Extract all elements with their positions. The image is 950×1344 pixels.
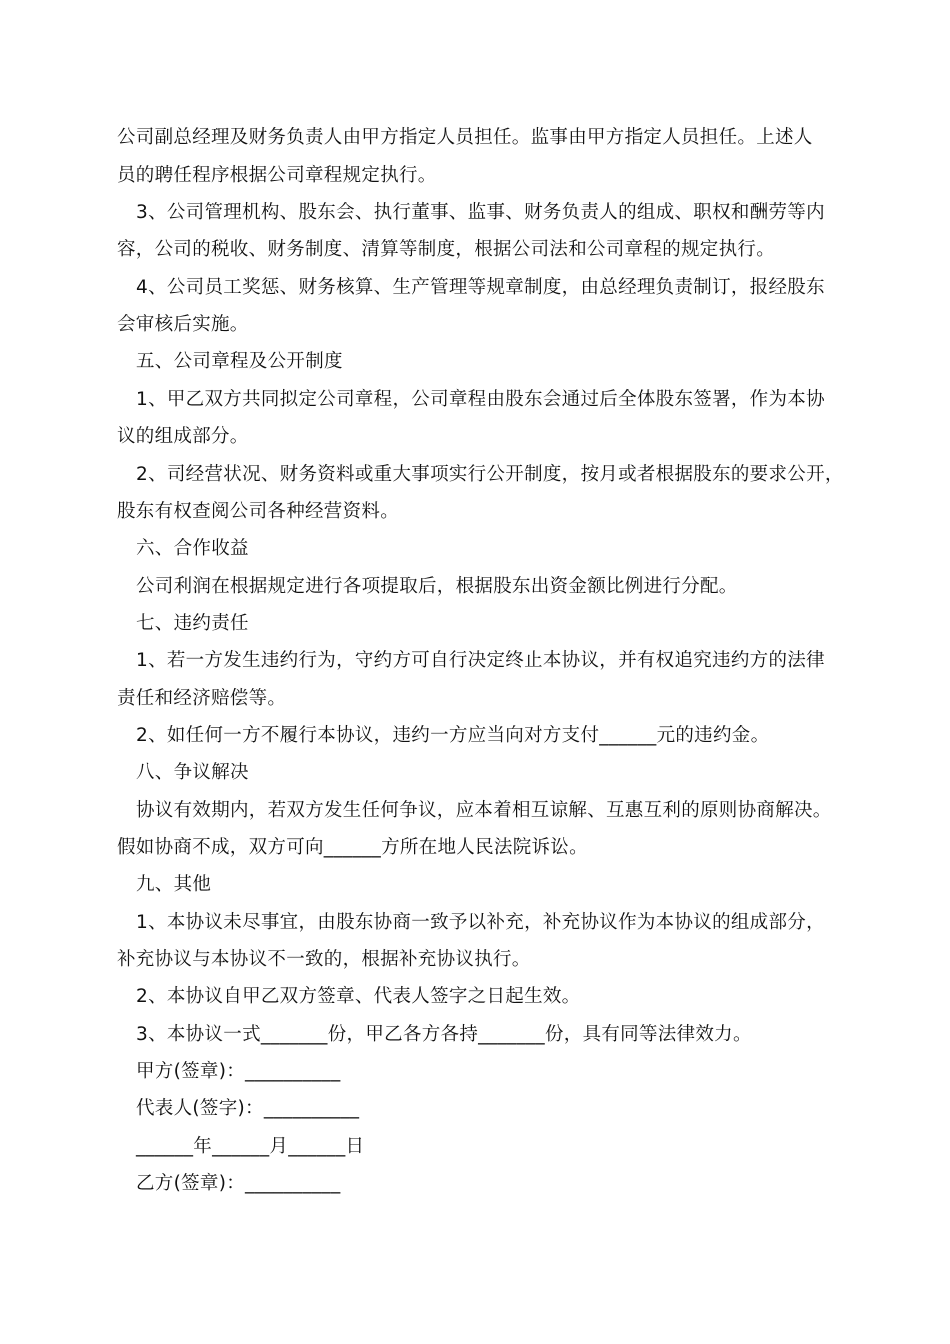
- paragraph-line: 公司副总经理及财务负责人由甲方指定人员担任。监事由甲方指定人员担任。上述人: [117, 127, 813, 148]
- signature-line-representative: 代表人(签字)：__________: [136, 1098, 360, 1119]
- paragraph-line: 4、公司员工奖惩、财务核算、生产管理等规章制度，由总经理负责制订，报经股东: [136, 277, 825, 298]
- section-heading: 九、其他: [136, 874, 212, 895]
- paragraph-line: 2、本协议自甲乙双方签章、代表人签字之日起生效。: [136, 986, 581, 1007]
- paragraph-line: 协议有效期内，若双方发生任何争议，应本着相互谅解、互惠互利的原则协商解决。: [136, 800, 832, 821]
- signature-line-party-b: 乙方(签章)：__________: [136, 1173, 341, 1194]
- paragraph-line: 补充协议与本协议不一致的，根据补充协议执行。: [117, 949, 531, 970]
- paragraph-line: 议的组成部分。: [117, 426, 249, 447]
- paragraph-line: 2、如任何一方不履行本协议，违约一方应当向对方支付______元的违约金。: [136, 725, 770, 746]
- paragraph-line: 1、甲乙双方共同拟定公司章程，公司章程由股东会通过后全体股东签署，作为本协: [136, 389, 825, 410]
- section-heading: 六、合作收益: [136, 538, 249, 559]
- date-line: ______年______月______日: [136, 1136, 365, 1157]
- paragraph-line: 会审核后实施。: [117, 314, 249, 335]
- signature-line-party-a: 甲方(签章)：__________: [136, 1061, 341, 1082]
- paragraph-line: 3、本协议一式_______份，甲乙各方各持_______份，具有同等法律效力。: [136, 1024, 752, 1045]
- paragraph-line: 员的聘任程序根据公司章程规定执行。: [117, 165, 437, 186]
- paragraph-line: 1、本协议未尽事宜，由股东协商一致予以补充，补充协议作为本协议的组成部分，: [136, 912, 825, 933]
- paragraph-line: 3、公司管理机构、股东会、执行董事、监事、财务负责人的组成、职权和酬劳等内: [136, 202, 825, 223]
- section-heading: 五、公司章程及公开制度: [136, 351, 343, 372]
- paragraph-line: 容，公司的税收、财务制度、清算等制度，根据公司法和公司章程的规定执行。: [117, 239, 776, 260]
- paragraph-line: 股东有权查阅公司各种经营资料。: [117, 501, 400, 522]
- paragraph-line: 1、若一方发生违约行为，守约方可自行决定终止本协议，并有权追究违约方的法律: [136, 650, 825, 671]
- paragraph-line: 假如协商不成，双方可向______方所在地人民法院诉讼。: [117, 837, 588, 858]
- section-heading: 七、违约责任: [136, 613, 249, 634]
- paragraph-line: 责任和经济赔偿等。: [117, 688, 287, 709]
- paragraph-line: 公司利润在根据规定进行各项提取后，根据股东出资金额比例进行分配。: [136, 576, 738, 597]
- section-heading: 八、争议解决: [136, 762, 249, 783]
- paragraph-line: 2、司经营状况、财务资料或重大事项实行公开制度，按月或者根据股东的要求公开，: [136, 464, 844, 485]
